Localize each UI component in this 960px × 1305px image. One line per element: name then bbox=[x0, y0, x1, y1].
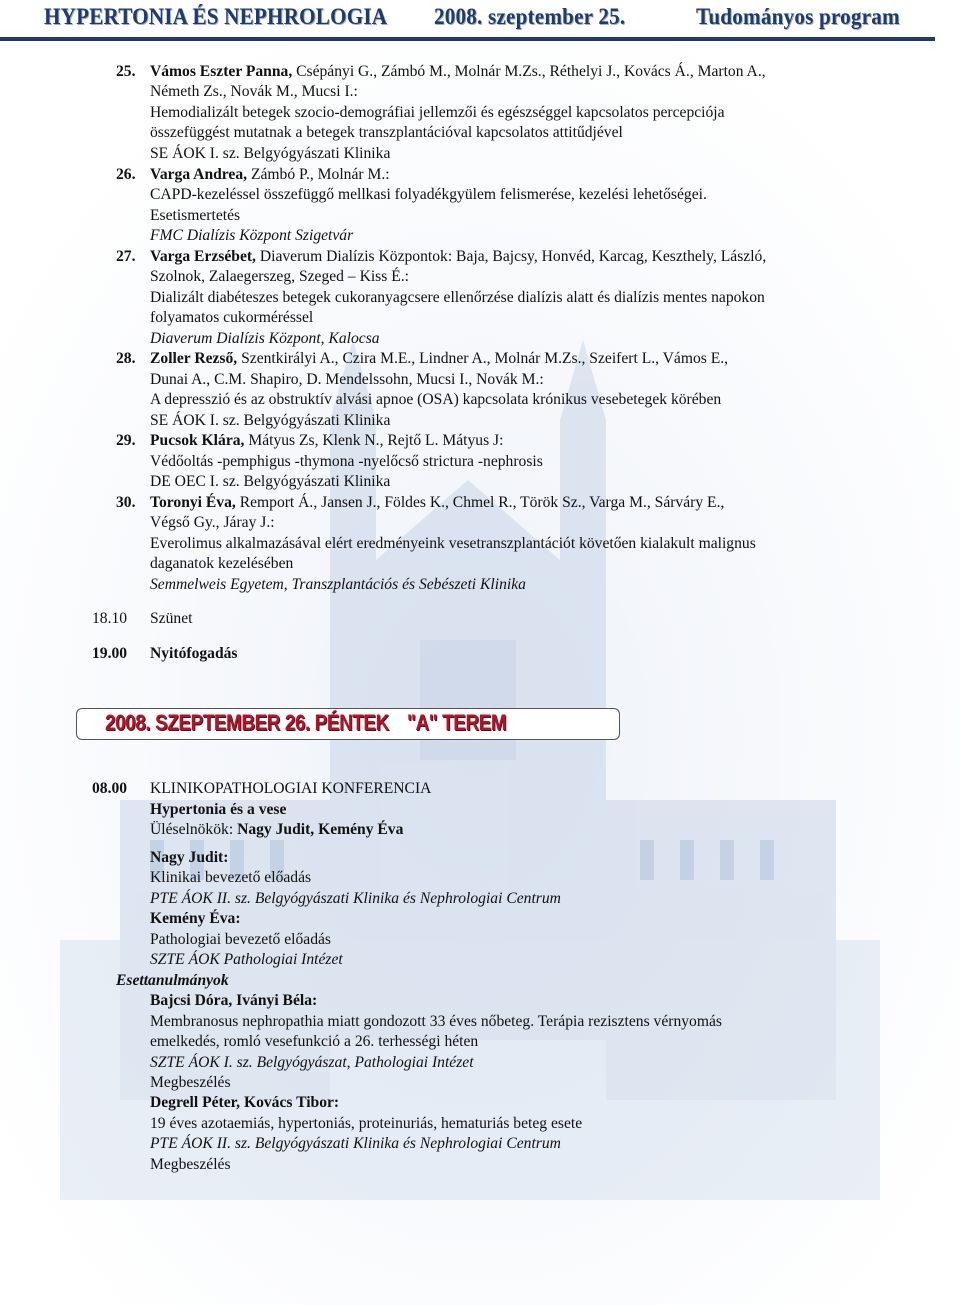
item-title: Everolimus alkalmazásával elért eredményeink vesetranszplantációt követően kialakult malignus bbox=[150, 535, 756, 552]
item-authors-cont: Végső Gy., Járay J.: bbox=[150, 514, 275, 531]
item-authors-cont: Németh Zs., Novák M., Mucsi I.: bbox=[150, 83, 358, 100]
item-authors bbox=[150, 63, 766, 81]
break-time: 18.10 bbox=[92, 610, 128, 627]
item-authors bbox=[150, 494, 724, 512]
talk-institution: PTE ÁOK II. sz. Belgyógyászati Klinika és Nephrologiai Centrum bbox=[150, 890, 561, 907]
presenting-author: Vámos Eszter Panna, bbox=[150, 63, 293, 80]
item-number: 28. bbox=[116, 350, 136, 367]
item-number: 27. bbox=[116, 248, 136, 265]
coauthors: Szentkirályi A., Czira M.E., Lindner A., Molnár M.Zs., Szeifert L., Vámos E., bbox=[237, 350, 729, 367]
header-journal-title: HYPERTONIA ÉS NEPHROLOGIA bbox=[44, 4, 388, 29]
presenting-author: Varga Andrea, bbox=[150, 166, 248, 183]
talk-title: Pathologiai bevezető előadás bbox=[150, 931, 331, 948]
header-date: 2008. szeptember 25. bbox=[434, 4, 626, 29]
case-speaker: Bajcsi Dóra, Iványi Béla: bbox=[150, 992, 318, 1009]
item-institution: Semmelweis Egyetem, Transzplantációs és Sebészeti Klinika bbox=[150, 576, 526, 593]
day-banner-date: 2008. SZEPTEMBER 26. PÉNTEK bbox=[105, 710, 389, 735]
session-title: KLINIKOPATHOLOGIAI KONFERENCIA bbox=[150, 780, 432, 797]
talk-institution: SZTE ÁOK Pathologiai Intézet bbox=[150, 951, 343, 968]
item-title: Hemodializált betegek szocio-demográfiai jellemzői és egészséggel kapcsolatos percepciója bbox=[150, 104, 725, 121]
case-institution: PTE ÁOK II. sz. Belgyógyászati Klinika és Nephrologiai Centrum bbox=[150, 1135, 561, 1152]
break-label: Szünet bbox=[150, 610, 193, 627]
item-title-cont: daganatok kezelésében bbox=[150, 555, 294, 572]
item-number: 30. bbox=[116, 494, 136, 511]
chairs-label: Üléselnökök: bbox=[150, 821, 238, 838]
case-title: Membranosus nephropathia miatt gondozott 33 éves nőbeteg. Terápia rezisztens vérnyomás bbox=[150, 1013, 722, 1030]
cases-heading: Esettanulmányok bbox=[116, 972, 229, 989]
item-title: A depresszió és az obstruktív alvási apnoe (OSA) kapcsolata krónikus vesebetegek körében bbox=[150, 391, 722, 408]
item-number: 29. bbox=[116, 432, 136, 449]
presenting-author: Pucsok Klára, bbox=[150, 432, 245, 449]
case-title: 19 éves azotaemiás, hypertoniás, proteinuriás, hematuriás beteg esete bbox=[150, 1115, 583, 1132]
talk-speaker: Kemény Éva: bbox=[150, 910, 241, 927]
chairs-names: Nagy Judit, Kemény Éva bbox=[237, 821, 404, 838]
item-authors-cont: Dunai A., C.M. Shapiro, D. Mendelssohn, Mucsi I., Novák M.: bbox=[150, 371, 544, 388]
talk-title: Klinikai bevezető előadás bbox=[150, 869, 312, 886]
item-authors bbox=[150, 248, 766, 266]
item-institution: SE ÁOK I. sz. Belgyógyászati Klinika bbox=[150, 412, 391, 429]
item-institution: SE ÁOK I. sz. Belgyógyászati Klinika bbox=[150, 145, 391, 162]
session-time: 08.00 bbox=[92, 780, 128, 797]
session-subtitle: Hypertonia és a vese bbox=[150, 801, 287, 818]
presenting-author: Zoller Rezső, bbox=[150, 350, 238, 367]
session-chairs bbox=[150, 821, 403, 839]
item-title-cont: összefüggést mutatnak a betegek transzplantációval kapcsolatos attitűdjével bbox=[150, 124, 623, 141]
item-institution: FMC Dialízis Központ Szigetvár bbox=[150, 227, 354, 244]
case-title-cont: emelkedés, romló vesefunkció a 26. terhességi héten bbox=[150, 1033, 479, 1050]
item-authors-cont: Szolnok, Zalaegerszeg, Szeged – Kiss É.: bbox=[150, 268, 409, 285]
coauthors: Remport Á., Jansen J., Földes K., Chmel R., Török Sz., Varga M., Sárváry E., bbox=[235, 494, 725, 511]
header-section: Tudományos program bbox=[696, 4, 900, 29]
item-authors bbox=[150, 350, 728, 368]
case-discussion: Megbeszélés bbox=[150, 1156, 231, 1173]
case-discussion: Megbeszélés bbox=[150, 1074, 231, 1091]
running-header bbox=[0, 0, 960, 38]
coauthors: Zámbó P., Molnár M.: bbox=[247, 166, 390, 183]
item-title: Védőoltás -pemphigus -thymona -nyelőcső strictura -nephrosis bbox=[150, 453, 543, 470]
item-institution: Diaverum Dialízis Központ, Kalocsa bbox=[150, 330, 380, 347]
presenting-author: Varga Erzsébet, bbox=[150, 248, 256, 265]
item-title: Dializált diabéteszes betegek cukoranyagcsere ellenőrzése dialízis alatt és dialízis mentes napokon bbox=[150, 289, 765, 306]
coauthors: Diaverum Dialízis Központok: Baja, Bajcsy, Honvéd, Karcag, Keszthely, László, bbox=[255, 248, 767, 265]
opening-time: 19.00 bbox=[92, 645, 128, 662]
coauthors: Csépányi G., Zámbó M., Molnár M.Zs., Réthelyi J., Kovács Á., Marton A., bbox=[292, 63, 766, 80]
case-institution: SZTE ÁOK I. sz. Belgyógyászat, Pathologiai Intézet bbox=[150, 1054, 474, 1071]
item-institution: DE OEC I. sz. Belgyógyászati Klinika bbox=[150, 473, 391, 490]
item-title-cont: folyamatos cukorméréssel bbox=[150, 309, 314, 326]
item-title-cont: Esetismertetés bbox=[150, 207, 241, 224]
opening-label: Nyitófogadás bbox=[150, 645, 238, 662]
coauthors: Mátyus Zs, Klenk N., Rejtő L. Mátyus J: bbox=[244, 432, 504, 449]
item-number: 25. bbox=[116, 63, 136, 80]
item-authors bbox=[150, 432, 503, 450]
day-banner bbox=[76, 708, 620, 740]
day-banner-room: "A" TEREM bbox=[407, 710, 507, 735]
header-rule bbox=[0, 37, 935, 41]
item-authors bbox=[150, 166, 390, 184]
talk-speaker: Nagy Judit: bbox=[150, 849, 229, 866]
item-title: CAPD-kezeléssel összefüggő mellkasi folyadékgyülem felismerése, kezelési lehetőségei. bbox=[150, 186, 707, 203]
presenting-author: Toronyi Éva, bbox=[150, 494, 236, 511]
case-speaker: Degrell Péter, Kovács Tibor: bbox=[150, 1094, 340, 1111]
item-number: 26. bbox=[116, 166, 136, 183]
